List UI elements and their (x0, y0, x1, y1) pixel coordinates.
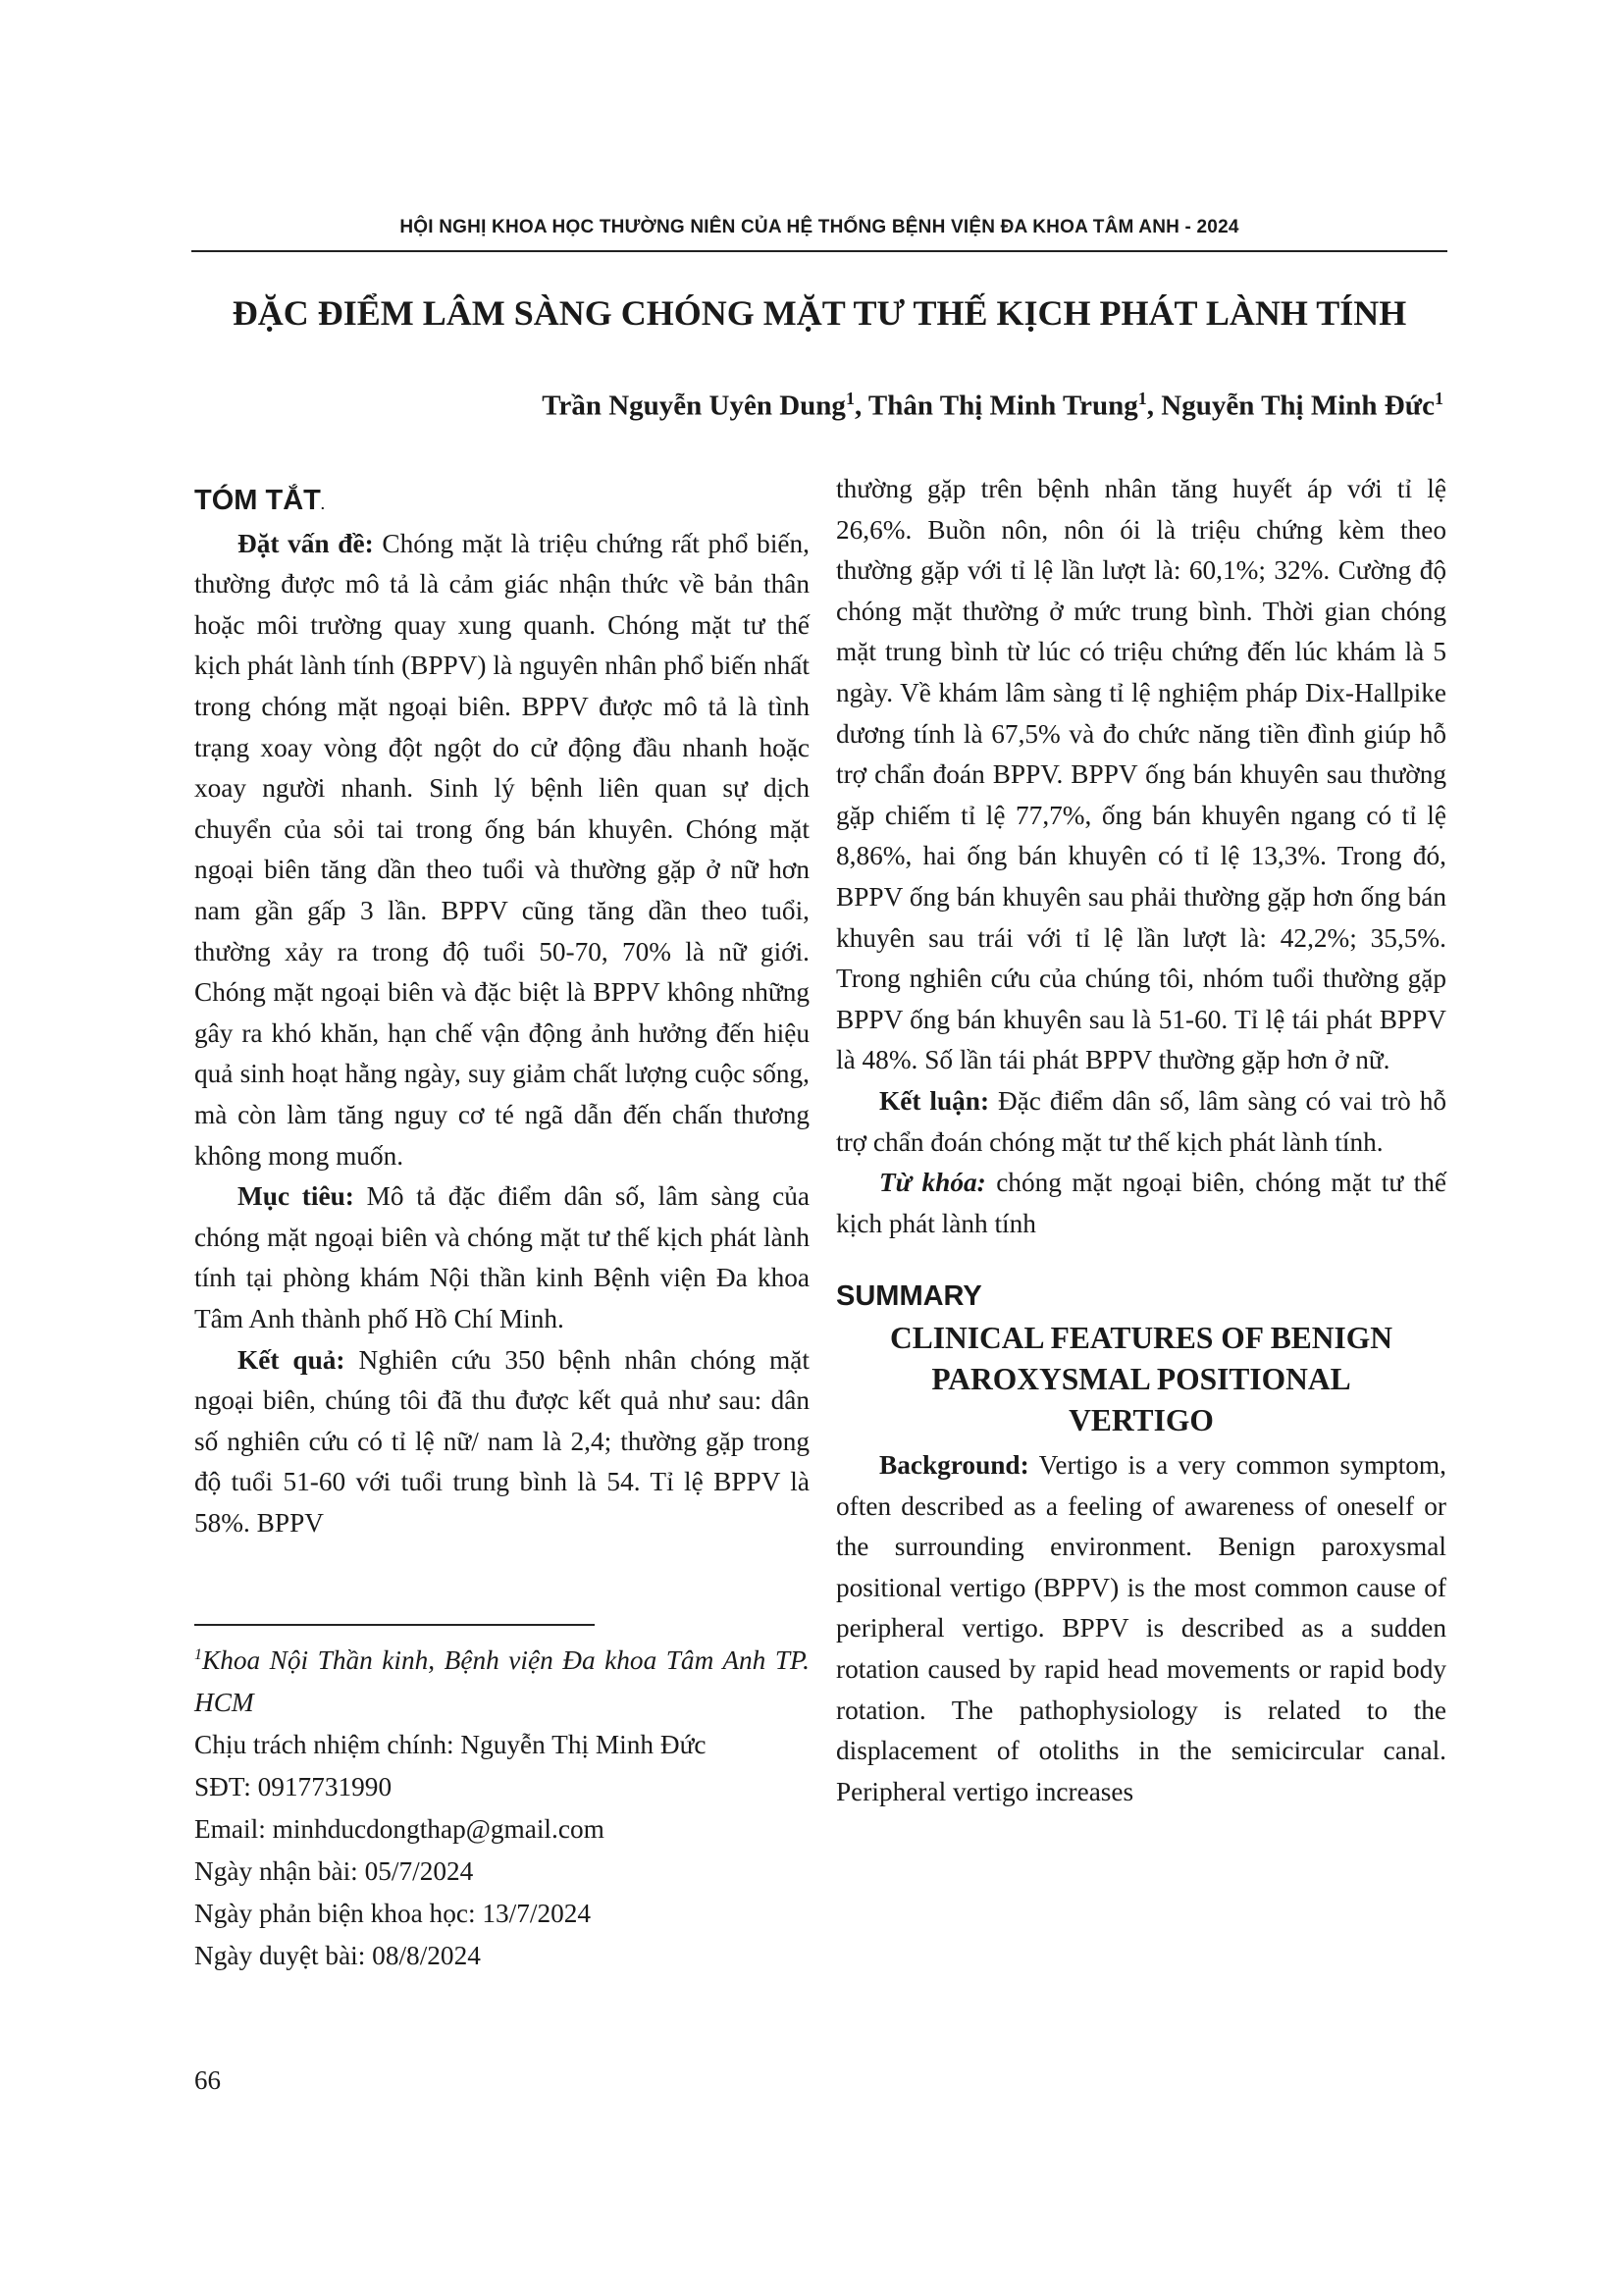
background-text: Chóng mặt là triệu chứng rất phổ biến, thường được mô tả là cảm giác nhận thức về bản thân hoặc môi trường quay xung quanh. Chóng mặt tư thế kịch phát lành tính (BPPV) là nguyên nhân phổ biến nhất trong chóng mặt ngoại biên. BPPV được mô tả là tình trạng xoay vòng đột ngột do cử động đầu nhanh hoặc xoay người nhanh. Sinh lý bệnh liên quan sự dịch chuyển của sỏi tai trong ống bán khuyên. Chóng mặt ngoại biên tăng dần theo tuổi và thường gặp ở nữ hơn nam gần gấp 3 lần. BPPV cũng tăng dần theo tuổi, thường xảy ra trong độ tuổi 50-70, 70% là nữ giới. Chóng mặt ngoại biên và đặc biệt là BPPV không những gây ra khó khăn, hạn chế vận động ảnh hưởng đến hiệu quả sinh hoạt hằng ngày, suy giảm chất lượng cuộc sống, mà còn làm tăng nguy cơ té ngã dẫn đến chấn thương không mong muốn. (194, 528, 810, 1171)
conclusion-text: Đặc điểm dân số, lâm sàng có vai trò hỗ trợ chẩn đoán chóng mặt tư thế kịch phát lành tính. (836, 1085, 1446, 1157)
objective-paragraph (194, 1176, 810, 1339)
english-title-line: VERTIGO (1069, 1402, 1214, 1437)
summary-heading: SUMMARY (836, 1280, 982, 1313)
affiliation-mark: 1 (194, 1646, 202, 1663)
keywords-label: Từ khóa: (879, 1168, 986, 1198)
results-paragraph (194, 1340, 810, 1544)
header-rule (191, 250, 1447, 252)
author-affiliation-mark: 1 (845, 389, 855, 408)
english-title-line: PAROXYSMAL POSITIONAL (931, 1361, 1351, 1396)
keywords-paragraph (836, 1163, 1446, 1244)
running-header: HỘI NGHỊ KHOA HỌC THƯỜNG NIÊN CỦA HỆ THỐNG BỆNH VIỆN ĐA KHOA TÂM ANH - 2024 (399, 217, 1239, 237)
author-name: Trần Nguyễn Uyên Dung (542, 390, 846, 422)
author-separator: , (854, 390, 868, 422)
author-separator: , (1146, 390, 1162, 422)
author-name: Thân Thị Minh Trung (867, 390, 1138, 422)
abstract-vi-heading (194, 483, 810, 520)
english-background-paragraph (836, 1445, 1446, 1812)
objective-label: Mục tiêu: (237, 1181, 354, 1212)
abstract-vi-heading-text: TÓM TẮT (194, 485, 321, 516)
footnote-rule (194, 1624, 595, 1626)
conclusion-paragraph (836, 1081, 1446, 1163)
reviewed-date: Ngày phản biện khoa học: 13/7/2024 (194, 1899, 592, 1929)
author-affiliation-mark: 1 (1435, 389, 1443, 408)
footnotes (194, 1634, 810, 1977)
author-list (191, 388, 1443, 425)
english-title-line: CLINICAL FEATURES OF BENIGN (890, 1320, 1392, 1355)
conclusion-label: Kết luận: (879, 1085, 990, 1116)
left-column (194, 483, 810, 1544)
english-title (836, 1318, 1446, 1441)
author-name: Nguyễn Thị Minh Đức (1161, 390, 1435, 422)
accepted-date: Ngày duyệt bài: 08/8/2024 (194, 1941, 481, 1971)
affiliation-footnote (194, 1634, 810, 1724)
author-affiliation-mark: 1 (1137, 389, 1147, 408)
corresponding-author: Chịu trách nhiệm chính: Nguyễn Thị Minh Đức (194, 1730, 707, 1760)
english-background-text: Vertigo is a very common symptom, often described as a feeling of awareness of oneself or the surrounding environment. Benign paroxysmal positional vertigo (BPPV) is the most common cause of peripheral vertigo. BPPV is described as a sudden rotation caused by rapid head movements or rapid body rotation. The pathophysiology is related to the displacement of otoliths in the semicircular canal. Peripheral vertigo increases (836, 1449, 1446, 1806)
email-address: Email: minhducdongthap@gmail.com (194, 1814, 604, 1845)
right-column (836, 469, 1446, 1812)
background-paragraph (194, 524, 810, 1177)
affiliation-text: Khoa Nội Thần kinh, Bệnh viện Đa khoa Tâm Anh TP. HCM (194, 1645, 810, 1718)
phone-number: SĐT: 0917731990 (194, 1772, 393, 1802)
keywords-text: chóng mặt ngoại biên, chóng mặt tư thế kịch phát lành tính (836, 1168, 1446, 1238)
background-label: Đặt vấn đề: (237, 528, 374, 558)
received-date: Ngày nhận bài: 05/7/2024 (194, 1856, 474, 1887)
english-background-label: Background: (879, 1449, 1029, 1480)
objective-text: Mô tả đặc điểm dân số, lâm sàng của chóng mặt ngoại biên và chóng mặt tư thế kịch phát lành tính tại phòng khám Nội thần kinh Bệnh viện Đa khoa Tâm Anh thành phố Hồ Chí Minh. (194, 1181, 810, 1333)
results-text: Nghiên cứu 350 bệnh nhân chóng mặt ngoại biên, chúng tôi đã thu được kết quả như sau: dân số nghiên cứu có tỉ lệ nữ/ nam là 2,4; thường gặp trong độ tuổi 51-60 với tuổi trung bình là 54. Tỉ lệ BPPV là 58%. BPPV (194, 1344, 810, 1538)
heading-mark: . (320, 496, 325, 512)
results-label: Kết quả: (237, 1344, 345, 1375)
page-number: 66 (194, 2065, 221, 2095)
article-title: ĐẶC ĐIỂM LÂM SÀNG CHÓNG MẶT TƯ THẾ KỊCH PHÁT LÀNH TÍNH (232, 293, 1407, 333)
results-continued: thường gặp trên bệnh nhân tăng huyết áp với tỉ lệ 26,6%. Buồn nôn, nôn ói là triệu chứng kèm theo thường gặp với tỉ lệ lần lượt là: 60,1%; 32%. Cường độ chóng mặt thường ở mức trung bình. Thời gian chóng mặt trung bình từ lúc có triệu chứng đến lúc khám là 5 ngày. Về khám lâm sàng tỉ lệ nghiệm pháp Dix-Hallpike dương tính là 67,5% và đo chức năng tiền đình giúp hỗ trợ chẩn đoán BPPV. BPPV ống bán khuyên sau thường gặp chiếm tỉ lệ 77,7%, ống bán khuyên ngang có tỉ lệ 8,86%, hai ống bán khuyên có tỉ lệ 13,3%. Trong đó, BPPV ống bán khuyên sau phải thường gặp hơn ống bán khuyên sau trái với tỉ lệ lần lượt là: 42,2%; 35,5%. Trong nghiên cứu của chúng tôi, nhóm tuổi thường gặp BPPV ống bán khuyên sau là 51-60. Tỉ lệ tái phát BPPV là 48%. Số lần tái phát BPPV thường gặp hơn ở nữ. (836, 474, 1446, 1075)
